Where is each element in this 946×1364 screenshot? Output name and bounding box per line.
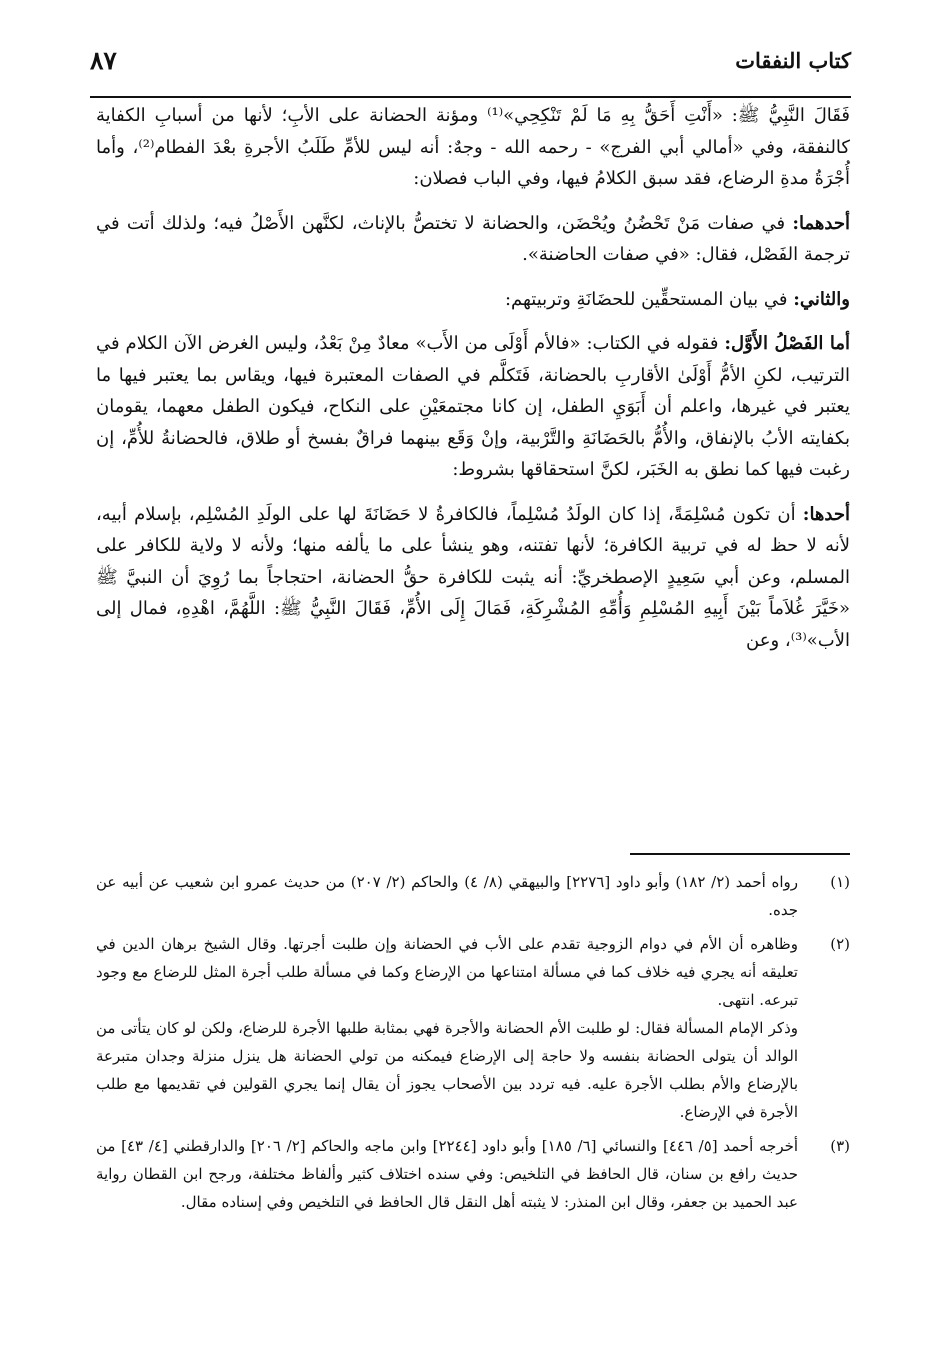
paragraph-lead: أما الفَصْلُ الأَوَّل: [724, 333, 850, 354]
running-title: كتاب النفقات [735, 48, 851, 73]
footnote-divider [630, 853, 850, 855]
paragraph-lead: أحدهما: [792, 212, 850, 234]
paragraph [96, 100, 850, 195]
page-header [90, 40, 851, 98]
footnote [96, 868, 850, 924]
footnote-text: أخرجه أحمد [٥/ ٤٤٦] والنسائي [٦/ ١٨٥] وأبو داود [٢٢٤٤] وابن ماجه والحاكم [٢/ ٢٠٦] والدارقطني [٤/ ٤٣] من حديث رافع بن سنان، قال الحافظ في التلخيص: وفي سنده اختلاف كثير وألفاظ مختلفة، ورجح ابن القطان رواية عبد الحميد بن جعفر، وقال ابن المنذر: لا يثبته أهل النقل قال الحافظ في التلخيص وفي إسناده مقال. [96, 1137, 799, 1211]
footnote-number: (٢) [830, 935, 850, 953]
footnote [96, 1132, 850, 1216]
footnote-text: وظاهره أن الأم في دوام الزوجية تقدم على الأب في الحضانة وإن طلبت أجرتها. وقال الشيخ برهان الدين في تعليقه أنه يجري فيه خلاف كما في مسألة امتناعها من الإرضاع وكما في مسألة طلب أجرة المثل للرضاع مع وجود تبرعه. انتهى. [96, 935, 798, 1009]
footnote-number: (٣) [830, 1137, 850, 1155]
footnotes [96, 868, 850, 1222]
paragraph-text: في صفات مَنْ تَحْضُنُ ويُحْضَن، والحضانة لا تختصُّ بالإناث، لكنَّهن الأَصْلُ فيه؛ ولذلك أتت في ترجمة الفَصْل، فقال: «في صفات الحاضنة». [96, 212, 850, 265]
paragraph-text: فقوله في الكتاب: «فالأم أَوْلَى من الأَب» معادٌ مِنْ بَعْدُ، وليس الغرض الآن الكلام في الترتيب، لكنِ الأمُّ أَوْلَىٰ الأقاربِ بالحضانة، فَتَكلَّم في الصفات المعتبرة فيها، ويقاس بما يعتبر فيها ما يعتبر في غيرها، واعلم أن أَبَوَيِ الطفل، إن كانا مجتمعَيْنِ على النكاح، فيكون الطفل معهما، يقومان بكفايته الأبُ بالإنفاق، والأُمُّ بالحَضَانَةِ والتَّرْبية، وإنْ وَقَع بينهما فراقٌ بفسخ أو طلاق، فالحضانةُ للأُمِّ، إن رغبت فيها كما نطق به الخَبَر، لكنَّ استحقاقها بشروط: [96, 333, 850, 480]
main-text [96, 100, 850, 656]
footnote [96, 930, 850, 1126]
paragraph-lead: والثاني: [793, 288, 850, 310]
paragraph-text: أن تكون مُسْلِمَةً، إذا كان الولَدُ مُسْلِماً، فالكافرةُ لا حَضَانَةَ لها على الولَدِ المُسْلِم، بإسلام أبيه، لأنه لا حظ له في تربية الكافرة؛ لأنها تفتنه، وهو ينشأ على ما يألفه منها؛ ولأنه لا ولاية للكافر على المسلم، وعن أبي سَعِيدٍ الإصطخريِّ: أنه يثبت للكافرة حقُّ الحضانة، احتجاجاً بما رُوِيَ أن النبيَّ ﷺ «خَيَّرَ غُلاَماً بَيْنَ أَبِيهِ المُسْلِمِ وَأُمِّهِ المُشْرِكَةِ، فَمَالَ إِلَى الأُمِّ، فَقَالَ النَّبِيُّ ﷺ: اللَّهُمَّ، اهْدِهِ، فمال إلى الأب»⁽³⁾، وعن [96, 503, 850, 651]
paragraph-text: في بيان المستحقِّين للحضَانَةِ وتربيتهم: [504, 288, 794, 310]
footnote-number: (١) [830, 873, 850, 891]
footnote-text: رواه أحمد (٢/ ١٨٢) وأبو داود [٢٢٧٦] والبيهقي (٨/ ٤) والحاكم (٢/ ٢٠٧) من حديث عمرو ابن شعيب عن أبيه عن جده. [96, 873, 799, 919]
paragraph-lead: أحدها: [802, 503, 850, 525]
paragraph [96, 208, 850, 271]
footnote-text: وذكر الإمام المسألة فقال: لو طلبت الأم الحضانة والأجرة فهي بمثابة طلبها الأجرة للرضاع، ولكن لو كان يتأتى من الوالد أن يتولى الحضانة بنفسه ولا حاجة إلى الإرضاع فيمكنه من تولي الحضانة هل ينزل منزلة وجدان متبرعة بالإرضاع والأم بطلب الأجرة عليه. فيه تردد بين الأصحاب يجوز أن يقال إنما يجري القولين في تقديمها مع طلب الأجرة في الإرضاع. [96, 1019, 798, 1121]
paragraph [96, 499, 850, 657]
paragraph [96, 328, 850, 486]
page-number: ٨٧ [90, 46, 117, 75]
paragraph [96, 284, 850, 316]
paragraph-text: فَقَالَ النَّبِيُّ ﷺ: «أَنْتِ أَحَقُّ بِهِ مَا لَمْ تَنْكِحِي»⁽¹⁾ ومؤنة الحضانة على الأبِ؛ لأنها من أسبابِ الكفاية كالنفقة، وفي «أمالي أبي الفرج» - رحمه الله - وجهٌ: أنه ليس للأمِّ طَلَبُ الأجرةِ بعْدَ الفطام⁽²⁾، وأما أُجْرَةُ مدةِ الرضاع، فقد سبق الكلامُ فيها، وفي الباب فصلان: [96, 105, 850, 189]
